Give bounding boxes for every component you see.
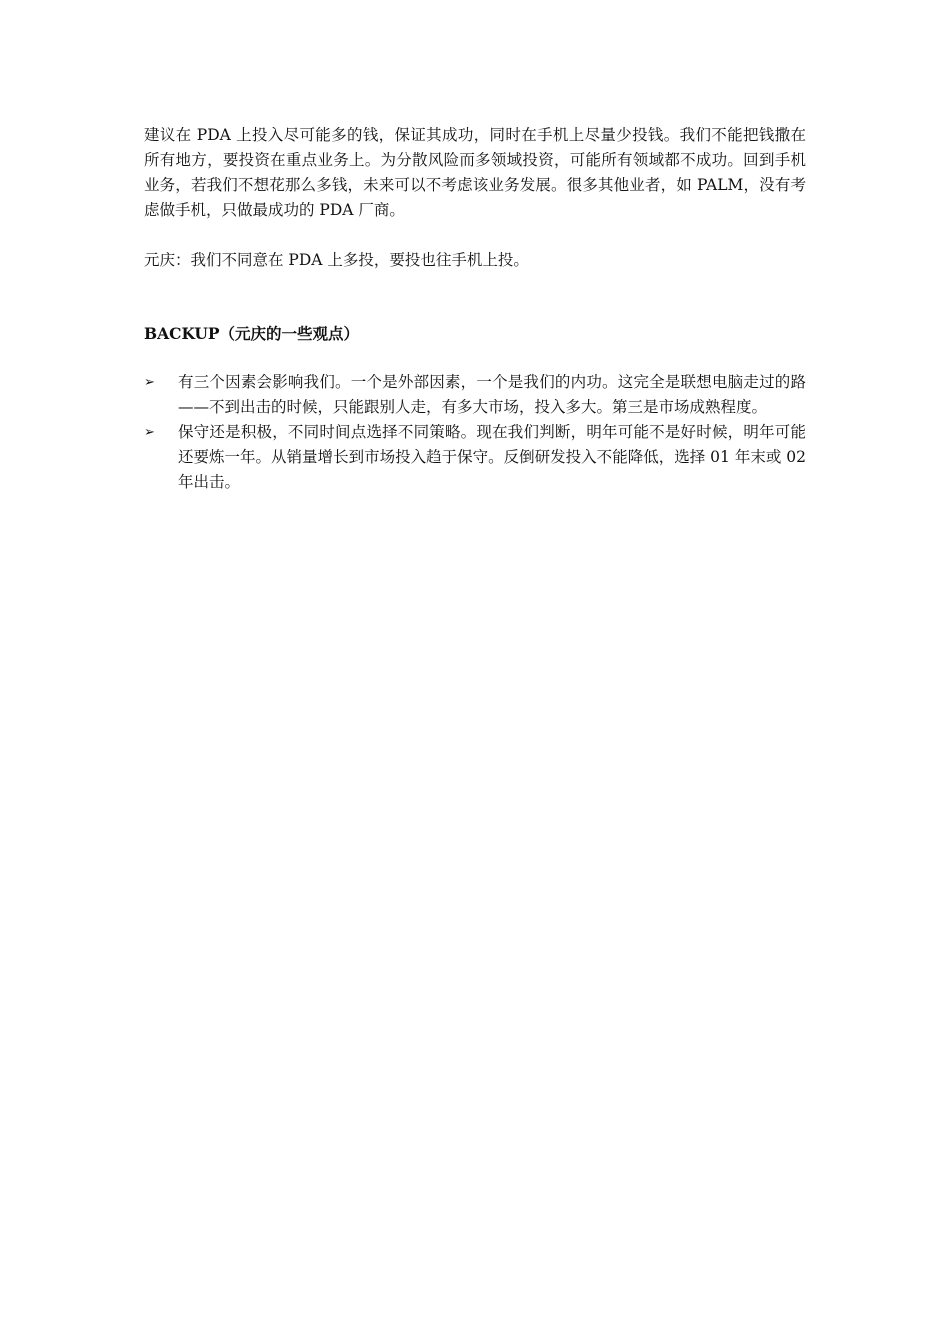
document-body (144, 123, 806, 495)
arrow-bullet-icon: ➢ (144, 425, 155, 440)
bullet-text: 保守还是积极，不同时间点选择不同策略。现在我们判断，明年可能不是好时候，明年可能还要炼一年。从销量增长到市场投入趋于保守。反倒研发投入不能降低，选择 01 年末或 02 年出击。 (178, 423, 806, 491)
bullet-item (144, 370, 806, 420)
bullet-text: 有三个因素会影响我们。一个是外部因素，一个是我们的内功。这完全是联想电脑走过的路——不到出击的时候，只能跟别人走，有多大市场，投入多大。第三是市场成熟程度。 (178, 373, 806, 416)
backup-heading: BACKUP（元庆的一些观点） (144, 324, 360, 343)
paragraph-pda-investment: 建议在 PDA 上投入尽可能多的钱，保证其成功，同时在手机上尽量少投钱。我们不能把钱撒在所有地方，要投资在重点业务上。为分散风险而多领域投资，可能所有领域都不成功。回到手机业务，若我们不想花那么多钱，未来可以不考虑该业务发展。很多其他业者，如 PALM，没有考虑做手机，只做最成功的 PDA 厂商。 (144, 126, 806, 219)
arrow-bullet-icon: ➢ (144, 375, 155, 390)
backup-bullet-list (144, 370, 806, 495)
bullet-item (144, 420, 806, 495)
paragraph-yuanqing-response: 元庆：我们不同意在 PDA 上多投，要投也往手机上投。 (144, 251, 529, 269)
